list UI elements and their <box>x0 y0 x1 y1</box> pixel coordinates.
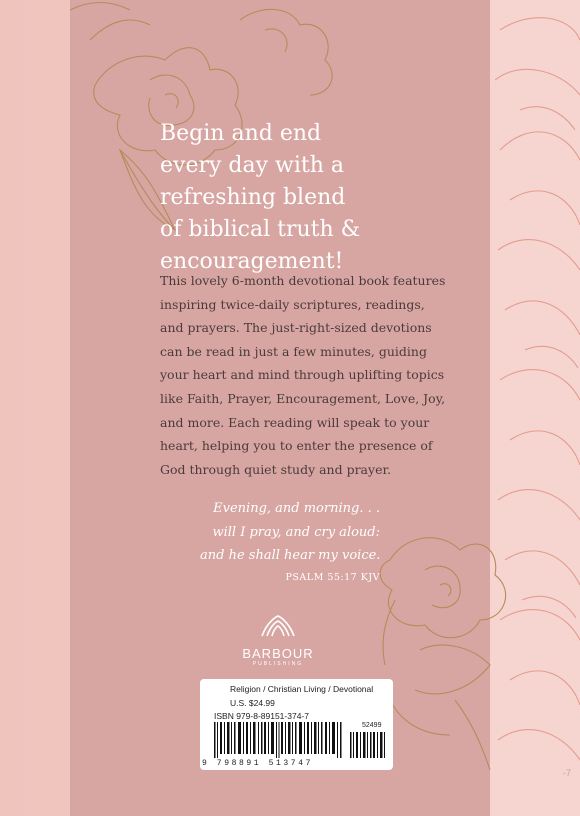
book-category: Religion / Christian Living / Devotional <box>230 684 374 694</box>
publisher-name: BARBOUR <box>242 646 314 661</box>
quote-line: Evening, and morning. . . <box>213 501 380 516</box>
barcode-supplement-number: 52499 <box>362 722 382 729</box>
headline-line: every day with a <box>160 153 345 178</box>
description-line: God through quiet study and prayer. <box>160 461 392 477</box>
description-line: like Faith, Prayer, Encouragement, Love, Joy, <box>160 390 446 406</box>
description-line: inspiring twice-daily scriptures, readings, <box>160 296 425 312</box>
headline-line: encouragement! <box>160 249 344 274</box>
headline <box>160 118 480 278</box>
barcode-bars-icon <box>214 722 342 758</box>
publisher-tagline: PUBLISHING <box>252 661 304 667</box>
description-line: heart, helping you to enter the presence of <box>160 438 433 454</box>
description-line: can be read in just a few minutes, guiding <box>160 343 427 359</box>
isbn: ISBN 979-8-89151-374-7 <box>214 711 309 721</box>
barcode-number: 9 798891 513747 <box>202 759 314 768</box>
corner-mark: -7 <box>563 768 572 778</box>
publisher-logo <box>235 610 321 682</box>
scripture-reference: PSALM 55:17 KJV <box>285 572 380 583</box>
barcode-label <box>200 679 393 770</box>
description-line: and prayers. The just-right-sized devotions <box>160 320 432 336</box>
book-price: U.S. $24.99 <box>230 698 275 708</box>
right-floral-band <box>490 0 580 816</box>
scripture-quote <box>200 497 380 568</box>
description <box>160 269 480 481</box>
description-line: and more. Each reading will speak to your <box>160 414 430 430</box>
description-line: This lovely 6-month devotional book features <box>160 273 446 288</box>
headline-line: refreshing blend <box>160 185 346 210</box>
headline-line: of biblical truth & <box>160 217 361 242</box>
headline-line: Begin and end <box>160 121 322 146</box>
description-line: your heart and mind through uplifting topics <box>160 367 445 383</box>
quote-line: and he shall hear my voice. <box>200 548 381 563</box>
quote-line: will I pray, and cry aloud: <box>212 524 380 540</box>
book-pages-icon <box>258 610 298 640</box>
supplement-barcode-icon <box>350 732 386 758</box>
